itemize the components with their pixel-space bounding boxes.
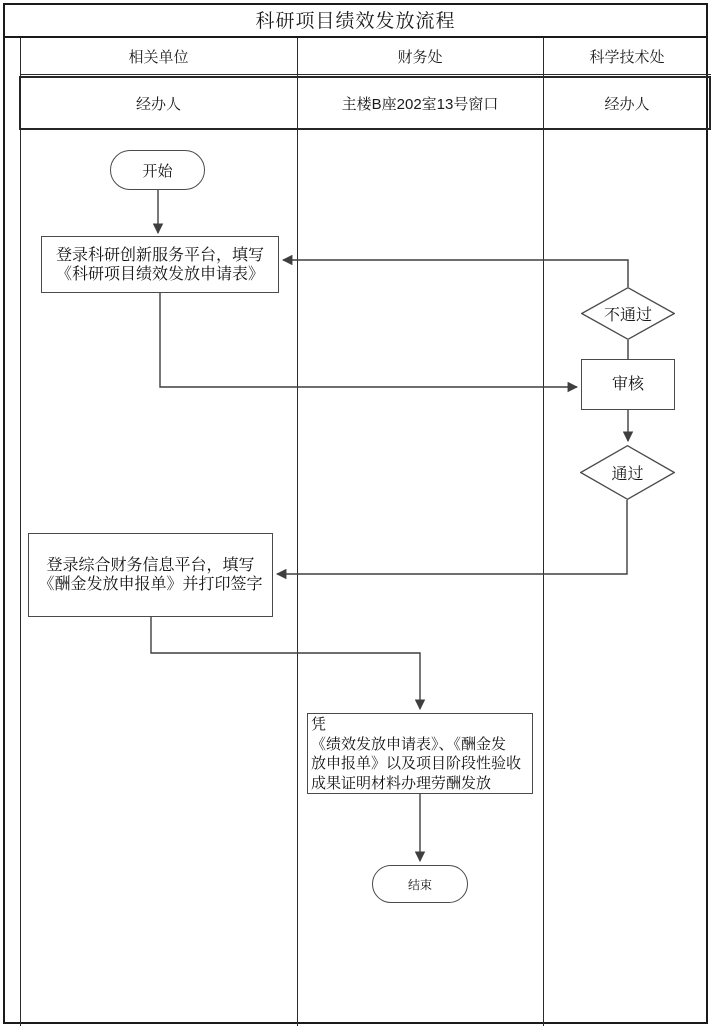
lane-divider-2 xyxy=(543,38,544,1026)
handler-related-unit: 经办人 xyxy=(135,95,181,113)
payment-line4: 成果证明材料办理劳酬发放 xyxy=(311,774,492,792)
start-node xyxy=(110,150,205,190)
payment-line1: 凭 xyxy=(311,716,327,733)
finance-form-box xyxy=(28,533,273,617)
pass-label: 通过 xyxy=(611,466,644,483)
apply-form-line2: 《科研项目绩效发放申请表》 xyxy=(55,265,264,283)
decision-pass xyxy=(580,445,675,500)
review-box xyxy=(581,359,675,410)
finance-form-line1: 登录综合财务信息平台，填写 xyxy=(46,557,255,574)
review-label: 审核 xyxy=(611,376,644,393)
lane-divider-1 xyxy=(297,38,298,1026)
end-label: 结束 xyxy=(407,877,432,892)
page-border xyxy=(3,3,708,1024)
payment-line3: 放申报单》以及项目阶段性验收 xyxy=(311,755,522,772)
apply-form-box xyxy=(41,236,279,293)
lane-header-related-unit: 相关单位 xyxy=(128,48,189,66)
lane-header-finance-office: 财务处 xyxy=(397,48,443,66)
finance-form-line2: 《酬金发放申报单》并打印签字 xyxy=(38,576,263,593)
end-node xyxy=(372,865,468,903)
not-pass-label: 不通过 xyxy=(603,307,652,324)
apply-form-line1: 登录科研创新服务平台，填写 xyxy=(55,246,264,264)
left-strip-divider xyxy=(20,38,21,1026)
handler-finance-window: 主楼B座202室13号窗口 xyxy=(341,95,499,113)
lane-header-science-tech-office: 科学技术处 xyxy=(589,48,665,66)
payment-line2: 《绩效发放申请表》、《酬金发 xyxy=(311,735,507,753)
payment-box xyxy=(307,713,533,794)
header-row1-bottom-line xyxy=(20,74,711,75)
start-label: 开始 xyxy=(142,162,173,180)
decision-not-pass xyxy=(581,287,675,340)
page-title: 科研项目绩效发放流程 xyxy=(3,3,708,38)
handler-science-tech: 经办人 xyxy=(604,95,650,113)
